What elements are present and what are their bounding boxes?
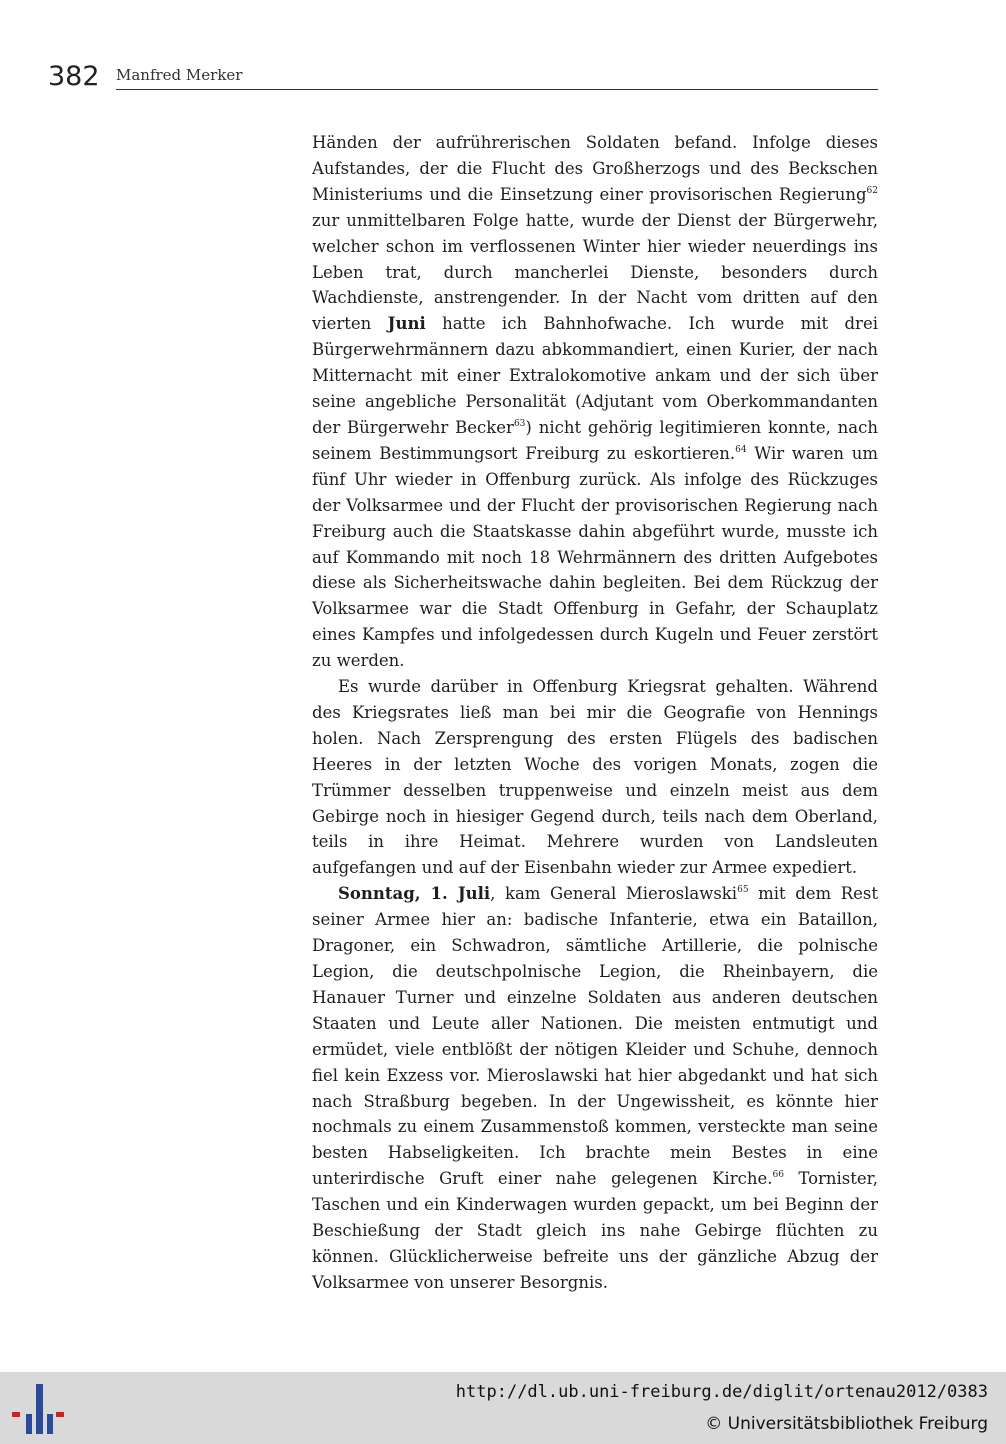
footnote-ref-66[interactable]: 66 xyxy=(772,1170,784,1181)
text-run: Wir waren um fünf Uhr wieder in Offenburg zurück. Als infolge des Rückzuges der Volksarmee und der Flucht der provisorischen Regierung nach Freiburg auch die Staatskasse dahin abgeführt wurde, musste ich auf Kommando mit noch 18 Wehrmännern des dritten Aufgebotes diese als Sicherheitswache dahin begleiten. Bei dem Rückzug der Volksarmee war die Stadt Offenburg in Gefahr, der Schauplatz eines Kampfes und infolgedessen durch Kugeln und Feuer zerstört zu werden. xyxy=(312,443,878,671)
paragraph-3 xyxy=(312,881,878,1296)
text-run: , kam General Mieroslawski xyxy=(490,884,738,904)
text-run: mit dem Rest seiner Armee hier an: badische Infanterie, etwa ein Bataillon, Dragoner, ein Schwadron, sämtliche Artillerie, die polnische Legion, die deutschpolnische Legion, die Rheinbayern, die Hanauer Turner und einzelne Soldaten aus anderen deutschen Staaten und Leute aller Nationen. Die meisten entmutigt und ermüdet, viele entblößt der nötigen Kleider und Schuhe, dennoch fiel kein Exzess vor. Mieroslawski hat hier abgedankt und hat sich nach Straßburg begeben. In der Ungewissheit, es könnte hier nochmals zu einem Zusammenstoß kommen, versteckte man seine besten Habseligkeiten. Ich brachte mein Bestes in eine unterirdische Gruft einer nahe gelegenen Kirche. xyxy=(312,884,878,1189)
bold-date: Sonntag, 1. Juli xyxy=(338,884,491,904)
text-run: Händen der aufrührerischen Soldaten befand. Infolge dieses Aufstandes, der die Flucht des Großherzogs und des Beckschen Ministeriums und die Einsetzung einer provisorischen Regierung xyxy=(312,133,878,204)
body-text xyxy=(312,130,878,1296)
ub-freiburg-logo-icon xyxy=(12,1384,64,1434)
footer-copyright: © Universitätsbibliothek Freiburg xyxy=(705,1414,988,1434)
paragraph-1 xyxy=(312,130,878,674)
text-run: ) nicht gehörig legitimieren konnte, nach seinem Bestimmungsort Freiburg zu eskortieren. xyxy=(312,417,878,463)
page-number: 382 xyxy=(48,61,100,92)
footnote-ref-62[interactable]: 62 xyxy=(866,185,878,196)
text-run: hatte ich Bahnhofwache. Ich wurde mit drei Bürgerwehrmännern dazu abkommandiert, einen Kurier, der nach Mitternacht mit einer Extralokomotive ankam und der sich über seine angebliche Personalität (Adjutant vom Oberkommandanten der Bürgerwehr Becker xyxy=(312,314,878,437)
footer-bar xyxy=(0,1372,1006,1444)
text-run: Tornister, Taschen und ein Kinderwagen wurden gepackt, um bei Beginn der Beschießung der Stadt gleich ins nahe Gebirge flüchten zu können. Glücklicherweise befreite uns der gänzliche Abzug der Volksarmee von unserer Besorgnis. xyxy=(312,1169,878,1292)
footnote-ref-65[interactable]: 65 xyxy=(737,885,749,896)
running-head-author: Manfred Merker xyxy=(116,66,243,84)
text-run: zur unmittelbaren Folge hatte, wurde der Dienst der Bürgerwehr, welcher schon im verflossenen Winter hier wieder neuerdings ins Leben trat, durch mancherlei Dienste, besonders durch Wachdienste, anstrengender. In der Nacht vom dritten auf den vierten xyxy=(312,210,878,334)
footer-url-link[interactable]: http://dl.ub.uni-freiburg.de/diglit/ortenau2012/0383 xyxy=(455,1382,988,1402)
bold-juni: Juni xyxy=(387,314,426,334)
footnote-ref-64[interactable]: 64 xyxy=(735,444,747,455)
footnote-ref-63[interactable]: 63 xyxy=(513,418,526,429)
header-rule xyxy=(116,89,878,90)
paragraph-2: Es wurde darüber in Offenburg Kriegsrat gehalten. Während des Kriegsrates ließ man bei mir die Geografie von Hennings holen. Nach Zersprengung des ersten Flügels des badischen Heeres in der letzten Woche des vorigen Monats, zogen die Trümmer desselben truppenweise und einzeln meist aus dem Gebirge noch in hiesiger Gegend durch, teils nach dem Oberland, teils in ihre Heimat. Mehrere wurden von Landsleuten aufgefangen und auf der Eisenbahn wieder zur Armee expediert. xyxy=(312,677,878,878)
